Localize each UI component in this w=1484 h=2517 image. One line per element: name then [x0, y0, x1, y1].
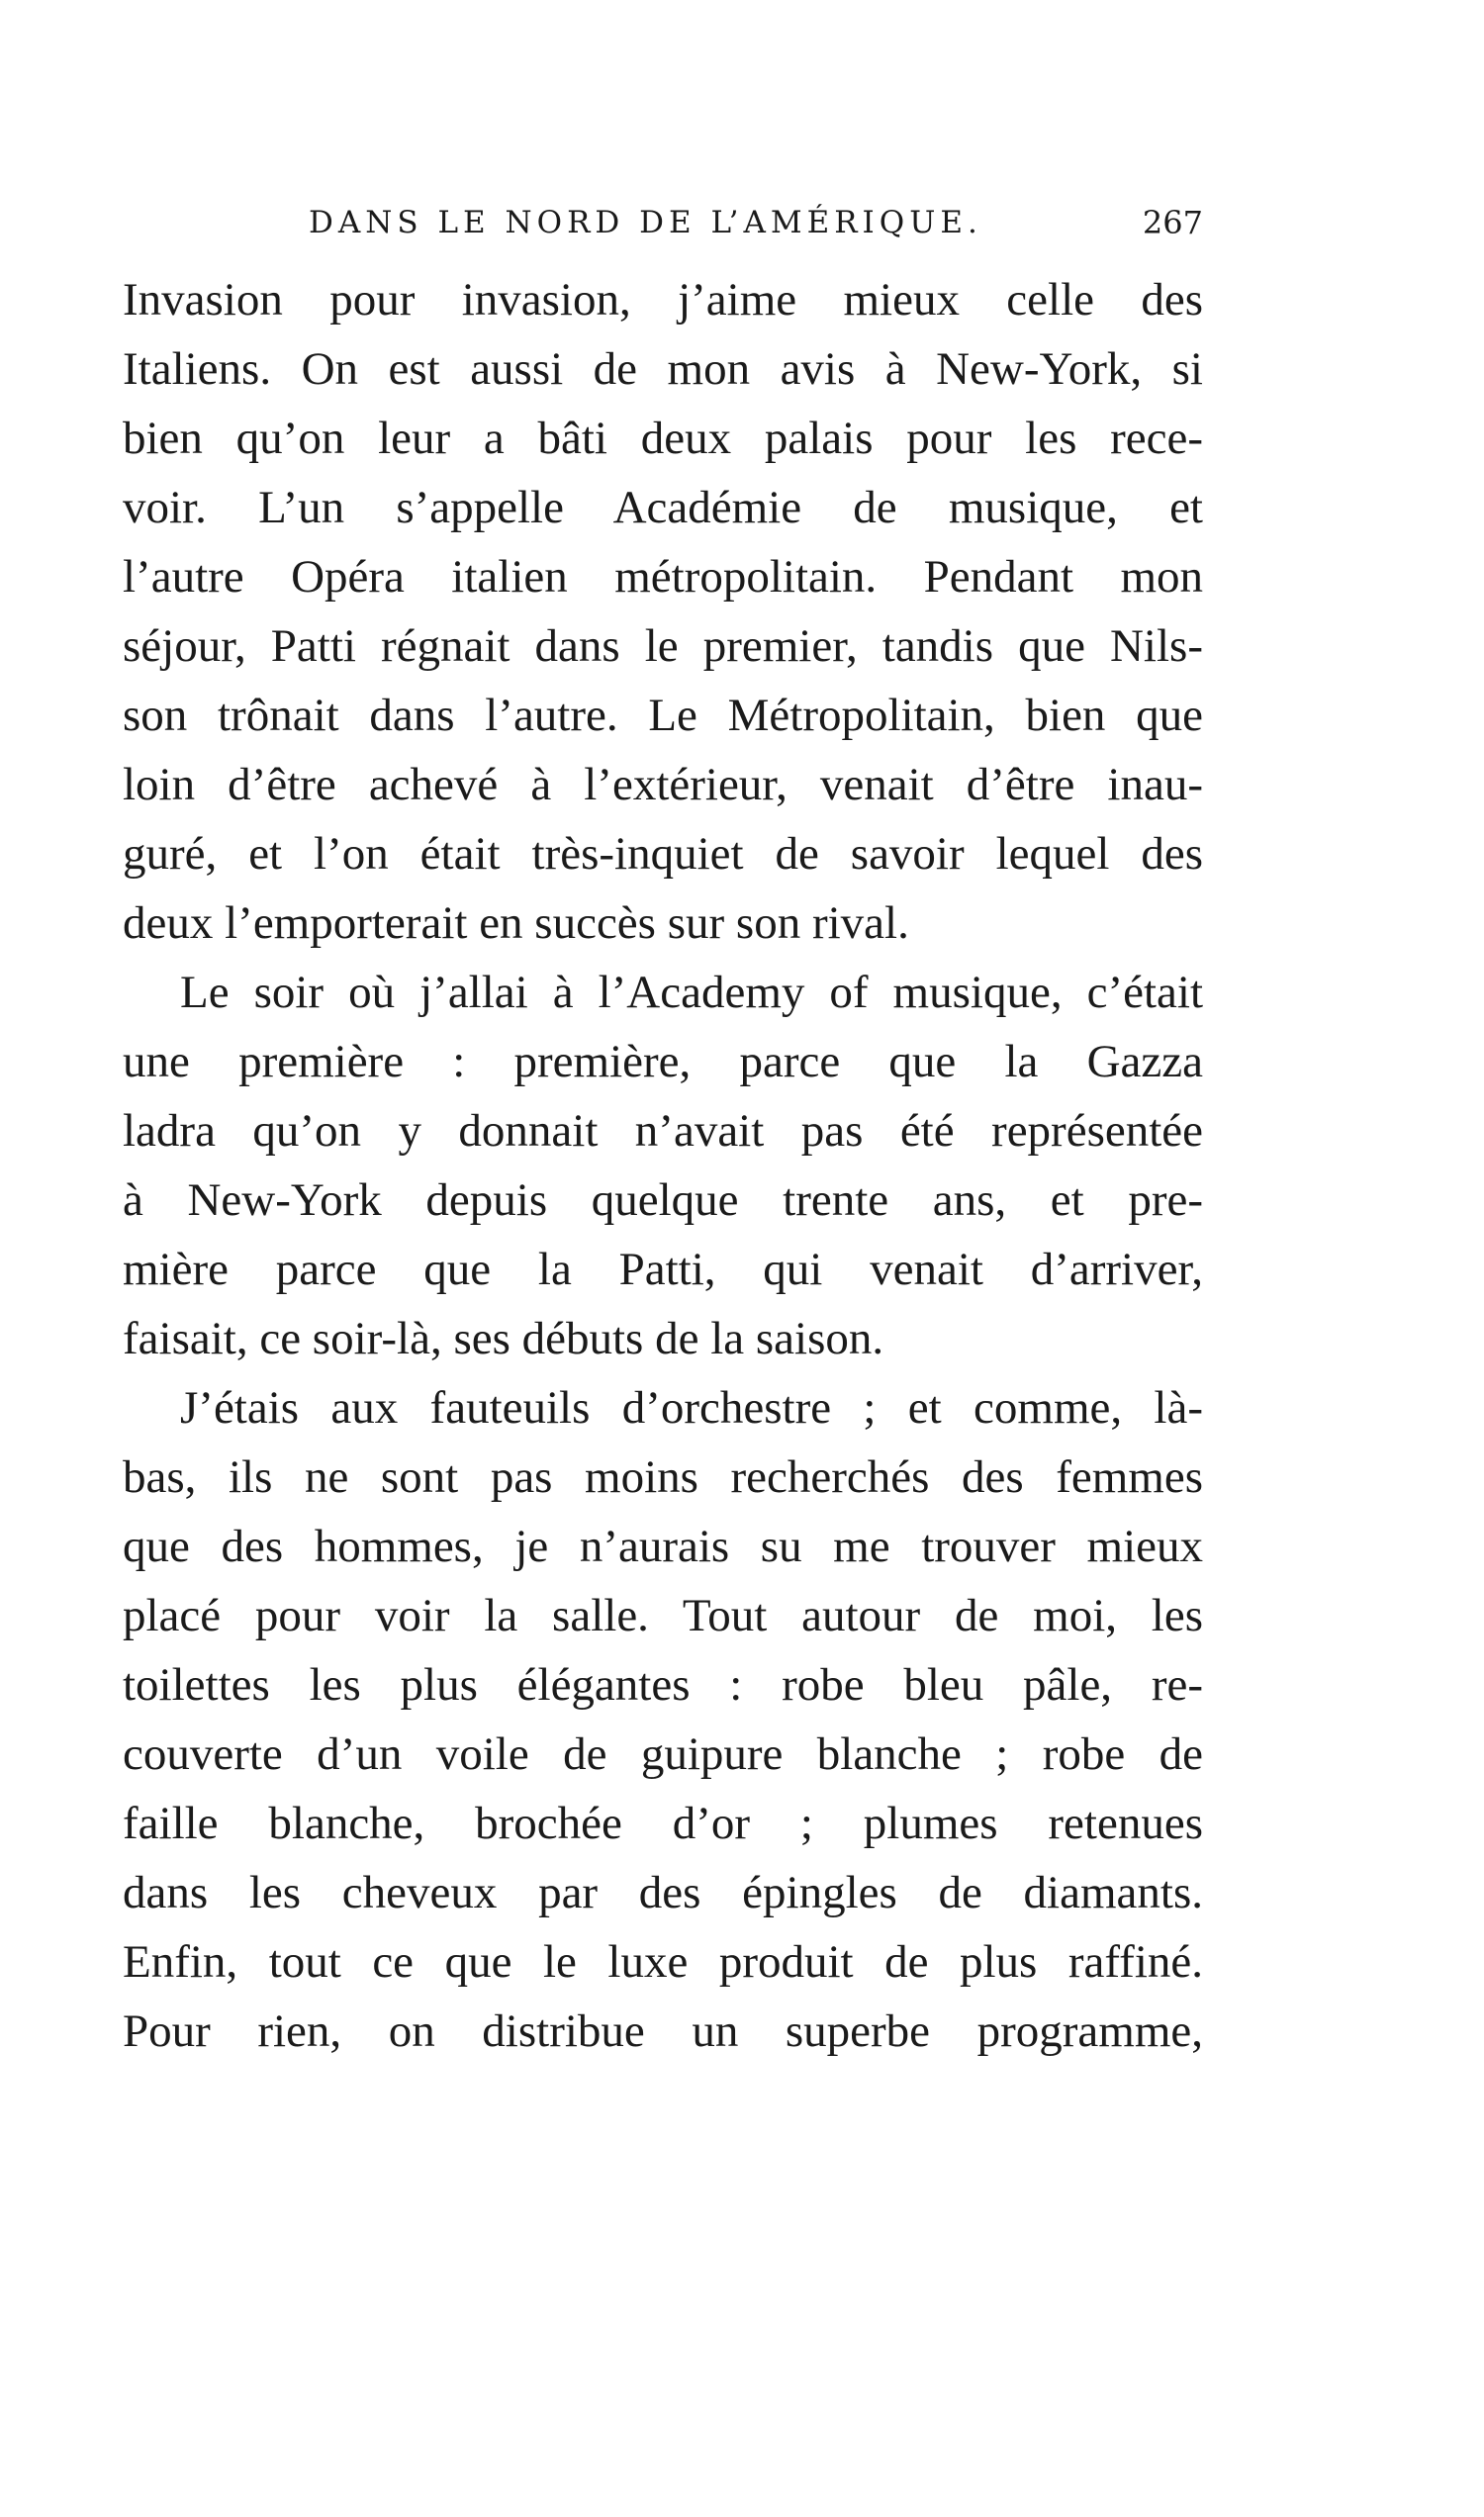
body-text: [123, 265, 1203, 2066]
text-line: placé pour voir la salle. Tout autour de moi, les: [123, 1590, 1203, 1641]
text-line: bas, ils ne sont pas moins recherchés des femmes: [123, 1451, 1203, 1503]
text-line: son trônait dans l’autre. Le Métropolitain, bien que: [123, 690, 1203, 741]
text-line: Italiens. On est aussi de mon avis à New-York, si: [123, 343, 1203, 395]
text-line: Le soir où j’allai à l’Academy of musique, c’était: [180, 967, 1203, 1018]
text-line: une première : première, parce que la Gazza: [123, 1036, 1203, 1087]
running-header: [123, 198, 1203, 247]
text-line: couverte d’un voile de guipure blanche ; robe de: [123, 1728, 1203, 1780]
text-line: voir. L’un s’appelle Académie de musique, et: [123, 482, 1203, 533]
text-line: mière parce que la Patti, qui venait d’arriver,: [123, 1244, 1203, 1295]
text-line: J’étais aux fauteuils d’orchestre ; et comme, là-: [180, 1382, 1203, 1434]
text-line: guré, et l’on était très-inquiet de savoir lequel des: [123, 828, 1203, 880]
text-line: bien qu’on leur a bâti deux palais pour les rece-: [123, 413, 1203, 464]
running-title: DANS LE NORD DE L’AMÉRIQUE.: [309, 205, 982, 240]
text-line: faisait, ce soir-là, ses débuts de la saison.: [123, 1313, 884, 1364]
text-line: ladra qu’on y donnait n’avait pas été représentée: [123, 1105, 1203, 1157]
text-line: séjour, Patti régnait dans le premier, tandis que Nils-: [123, 620, 1203, 672]
text-line: faille blanche, brochée d’or ; plumes retenues: [123, 1798, 1203, 1849]
text-line: à New-York depuis quelque trente ans, et pre-: [123, 1174, 1203, 1226]
text-line: Invasion pour invasion, j’aime mieux celle des: [123, 274, 1203, 326]
paragraph-2: [123, 958, 1203, 1373]
text-line: l’autre Opéra italien métropolitain. Pendant mon: [123, 551, 1203, 603]
text-line: loin d’être achevé à l’extérieur, venait d’être inau-: [123, 759, 1203, 810]
paragraph-1: [123, 265, 1203, 958]
page-number: 267: [1142, 204, 1203, 241]
text-line: deux l’emporterait en succès sur son rival.: [123, 897, 909, 949]
paragraph-3: [123, 1373, 1203, 2066]
text-line: Pour rien, on distribue un superbe programme,: [123, 2005, 1203, 2057]
text-line: dans les cheveux par des épingles de diamants.: [123, 1867, 1203, 1918]
text-line: Enfin, tout ce que le luxe produit de plus raffiné.: [123, 1936, 1203, 1988]
text-line: que des hommes, je n’aurais su me trouver mieux: [123, 1521, 1203, 1572]
text-line: toilettes les plus élégantes : robe bleu pâle, re-: [123, 1659, 1203, 1711]
